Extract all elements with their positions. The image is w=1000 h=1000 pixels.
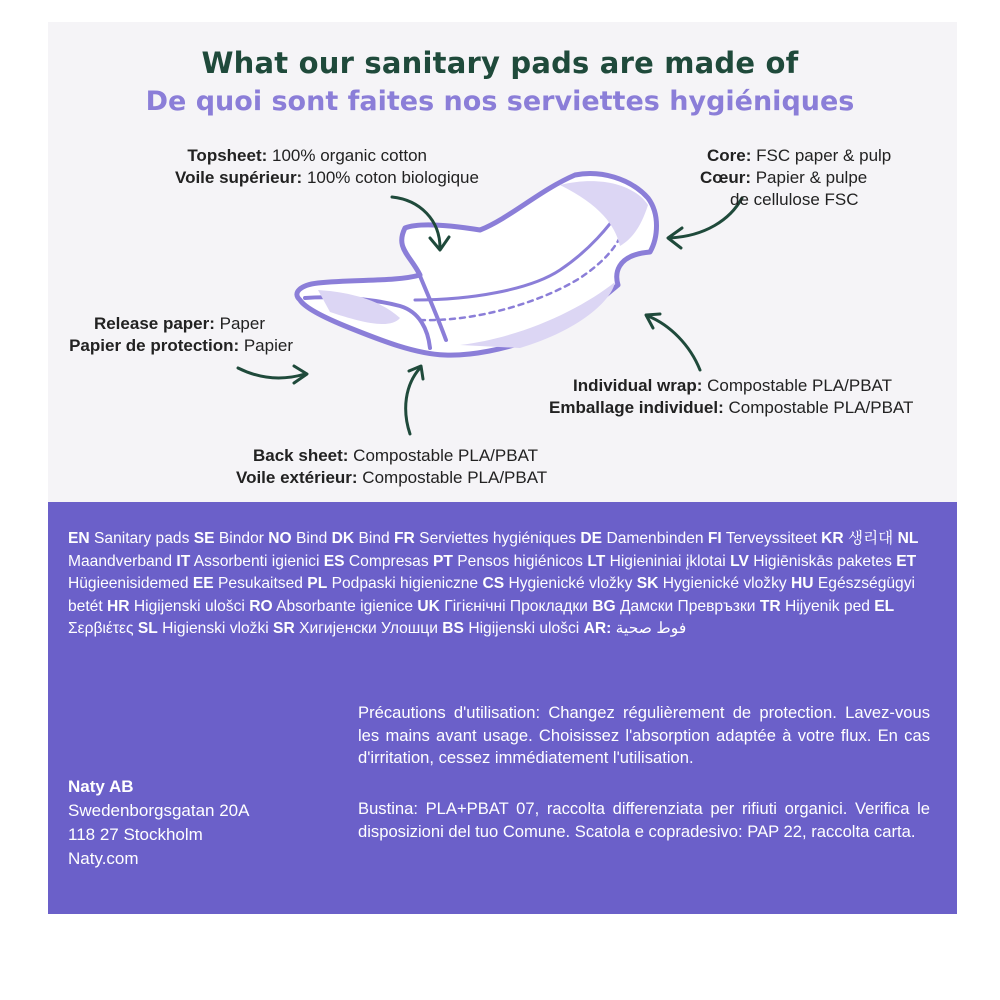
language-text: Σερβιέτες bbox=[68, 620, 134, 638]
language-entry bbox=[580, 530, 703, 547]
arrow-wrap-icon bbox=[646, 314, 700, 370]
back-sheet-label: Back sheet: Compostable PLA/PBAT bbox=[253, 446, 539, 465]
language-text: Pesukaitsed bbox=[218, 575, 303, 593]
language-entry bbox=[482, 575, 632, 592]
company-name: Naty AB bbox=[68, 777, 134, 796]
back-sheet-label-fr: Voile extérieur: Compostable PLA/PBAT bbox=[236, 468, 548, 487]
company-website: Naty.com bbox=[68, 849, 139, 868]
language-text: Egészségügyi betét bbox=[68, 575, 920, 615]
core-label-fr: Cœur: Papier & pulpe bbox=[700, 168, 868, 187]
release-paper-label: Release paper: Paper bbox=[93, 314, 265, 333]
language-entry bbox=[821, 530, 893, 547]
language-code: CS bbox=[482, 575, 505, 593]
language-code: BG bbox=[592, 597, 616, 615]
language-code: EN bbox=[68, 530, 90, 547]
language-code: DE bbox=[580, 530, 603, 547]
language-entry bbox=[592, 598, 755, 615]
language-text: 생리대 bbox=[848, 530, 894, 547]
language-text: Damenbinden bbox=[606, 530, 704, 547]
language-code: FI bbox=[707, 530, 722, 547]
language-entry bbox=[268, 530, 327, 547]
arrow-release-icon bbox=[238, 366, 307, 383]
language-text: Hügieenisidemed bbox=[68, 575, 189, 593]
language-code: AR: bbox=[583, 620, 612, 638]
language-code: PL bbox=[307, 575, 328, 593]
language-code: HU bbox=[791, 575, 814, 593]
language-text: Assorbenti igienici bbox=[193, 552, 320, 570]
language-text: Higijenski ulošci bbox=[133, 597, 245, 615]
topsheet-label-fr: Voile supérieur: 100% coton biologique bbox=[175, 168, 479, 187]
language-text: Bind bbox=[296, 530, 328, 547]
language-text: Serviettes hygiéniques bbox=[419, 530, 577, 547]
language-text: Pensos higiénicos bbox=[457, 552, 583, 570]
language-code: NO bbox=[268, 530, 292, 547]
language-text: Higijenski ulošci bbox=[468, 620, 580, 638]
wrap-label-fr: Emballage individuel: Compostable PLA/PBAT bbox=[549, 398, 914, 417]
language-code: TR bbox=[759, 597, 781, 615]
language-text: Terveyssiteet bbox=[725, 530, 817, 547]
language-code: FR bbox=[394, 530, 415, 547]
language-entry bbox=[433, 553, 583, 570]
language-code: EL bbox=[874, 597, 895, 615]
language-text: Higienski vložki bbox=[162, 620, 269, 638]
language-entry bbox=[273, 620, 438, 637]
company-address bbox=[68, 775, 249, 871]
language-entry bbox=[107, 598, 245, 615]
company-street: Swedenborgsgatan 20A bbox=[68, 801, 250, 820]
language-text: Hygienické vložky bbox=[662, 575, 787, 593]
language-entry bbox=[193, 575, 303, 592]
language-code: NL bbox=[897, 530, 919, 547]
language-entry bbox=[194, 530, 264, 547]
language-code: DK bbox=[331, 530, 355, 547]
language-code: ES bbox=[323, 552, 345, 570]
title-french: De quoi sont faites nos serviettes hygiéniques bbox=[145, 86, 855, 117]
language-entry bbox=[68, 530, 189, 547]
language-entry bbox=[176, 553, 319, 570]
language-code: LT bbox=[587, 552, 606, 570]
language-code: SE bbox=[193, 530, 215, 547]
language-text: Bindor bbox=[218, 530, 264, 547]
language-entry bbox=[708, 530, 817, 547]
language-text: فوط صحية bbox=[615, 620, 687, 638]
language-entry bbox=[442, 620, 579, 637]
language-entry bbox=[324, 553, 429, 570]
language-text: Absorbante igienice bbox=[276, 597, 414, 615]
language-text: Higiēniskās paketes bbox=[753, 552, 892, 570]
language-code: UK bbox=[417, 597, 440, 615]
language-text: Гігієнічні Прокладки bbox=[444, 597, 588, 615]
language-entry bbox=[417, 598, 587, 615]
language-code: IT bbox=[176, 552, 191, 570]
language-text: Maandverband bbox=[68, 552, 173, 570]
language-entry bbox=[332, 530, 390, 547]
core-label-fr-line2: de cellulose FSC bbox=[730, 190, 859, 209]
language-entry bbox=[760, 598, 870, 615]
language-code: ET bbox=[896, 552, 917, 570]
language-code: HR bbox=[107, 597, 130, 615]
language-code: SK bbox=[636, 575, 659, 593]
precautions-text: Précautions d'utilisation: Changez régulièrement de protection. Lavez-vous les mains avant usage. Choisissez l'absorption adaptée à votre flux. En cas d'irritation, cessez immédiatement l'utilisation. bbox=[358, 703, 930, 768]
disposal-text: Bustina: PLA+PBAT 07, raccolta differenziata per rifiuti organici. Verifica le disposizioni del tuo Comune. Scatola e copradesivo: PAP 22, raccolta carta. bbox=[358, 799, 930, 841]
language-text: Hijyenik ped bbox=[784, 597, 870, 615]
language-entry bbox=[249, 598, 413, 615]
pad-illustration bbox=[297, 174, 657, 356]
language-code: LV bbox=[730, 552, 749, 570]
language-entry bbox=[730, 553, 892, 570]
language-code: SR bbox=[273, 620, 295, 638]
topsheet-label: Topsheet: 100% organic cotton bbox=[187, 146, 427, 165]
language-code: SL bbox=[137, 620, 158, 638]
language-list bbox=[68, 528, 948, 641]
language-code: KR bbox=[821, 530, 844, 547]
title-english: What our sanitary pads are made of bbox=[201, 46, 799, 80]
language-entry bbox=[307, 575, 478, 592]
language-text: Hygienické vložky bbox=[508, 575, 633, 593]
language-text: Хигијенски Улошци bbox=[299, 620, 438, 638]
language-entry bbox=[587, 553, 725, 570]
language-code: BS bbox=[442, 620, 464, 638]
language-text: Bind bbox=[358, 530, 390, 547]
language-text: Podpaski higieniczne bbox=[331, 575, 479, 593]
language-code: RO bbox=[249, 597, 273, 615]
language-code: EE bbox=[192, 575, 214, 593]
language-text: Sanitary pads bbox=[94, 530, 190, 547]
release-paper-label-fr: Papier de protection: Papier bbox=[69, 336, 293, 355]
wrap-label: Individual wrap: Compostable PLA/PBAT bbox=[573, 376, 893, 395]
language-entry bbox=[138, 620, 269, 637]
language-entry bbox=[394, 530, 576, 547]
language-text: Compresas bbox=[348, 552, 429, 570]
company-city: 118 27 Stockholm bbox=[68, 825, 203, 844]
language-entry bbox=[584, 620, 687, 637]
arrow-back-icon bbox=[406, 366, 423, 434]
language-code: PT bbox=[433, 552, 453, 570]
language-entry bbox=[637, 575, 787, 592]
language-text: Дамски Превръзки bbox=[619, 597, 756, 615]
core-label: Core: FSC paper & pulp bbox=[707, 146, 892, 165]
language-text: Higieniniai įklotai bbox=[609, 552, 726, 570]
